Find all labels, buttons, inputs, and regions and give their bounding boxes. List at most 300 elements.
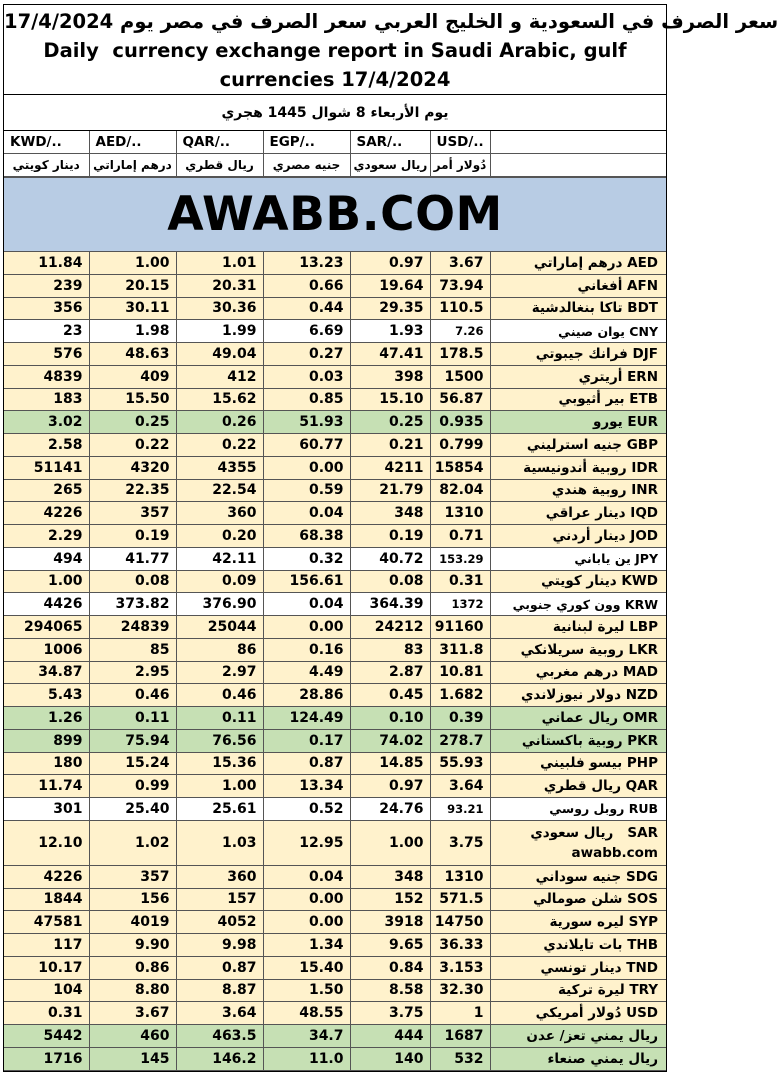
table-row: [4, 252, 666, 275]
rate-cell: 0.09: [176, 570, 263, 593]
table-row: [4, 593, 666, 616]
table-row: [4, 775, 666, 798]
header-sar: SAR/..: [350, 131, 430, 153]
rate-cell: 83: [350, 638, 430, 661]
rate-cell: 1.01: [176, 252, 263, 275]
rate-cell: 4226: [4, 502, 89, 525]
rates-table: [4, 252, 666, 1071]
rate-cell: 376.90: [176, 593, 263, 616]
rate-cell: 357: [89, 502, 176, 525]
table-row: [4, 661, 666, 684]
rate-cell: 0.52: [263, 798, 350, 821]
rate-cell: 3.64: [430, 775, 490, 798]
rate-cell: 0.03: [263, 365, 350, 388]
rate-cell: 2.29: [4, 525, 89, 548]
currency-name: بير أثيوبي ETB: [490, 388, 666, 411]
rate-cell: 183: [4, 388, 89, 411]
rate-cell: 7.26: [430, 320, 490, 343]
table-row: [4, 865, 666, 888]
rate-cell: 463.5: [176, 1025, 263, 1048]
rate-cell: 1500: [430, 365, 490, 388]
rate-cell: 1.93: [350, 320, 430, 343]
rate-cell: 55.93: [430, 752, 490, 775]
currency-name: روبية هندي INR: [490, 479, 666, 502]
rate-cell: 0.935: [430, 411, 490, 434]
rate-cell: 10.17: [4, 956, 89, 979]
table-row: [4, 820, 666, 865]
rate-cell: 3918: [350, 911, 430, 934]
rate-cell: 356: [4, 297, 89, 320]
rate-cell: 19.64: [350, 274, 430, 297]
rate-cell: 1310: [430, 502, 490, 525]
rate-cell: 3.67: [89, 1002, 176, 1025]
rate-cell: 40.72: [350, 547, 430, 570]
rate-cell: 1.00: [89, 252, 176, 275]
rate-cell: 1844: [4, 888, 89, 911]
rate-cell: 34.87: [4, 661, 89, 684]
table-row: [4, 979, 666, 1002]
rate-cell: 68.38: [263, 525, 350, 548]
rate-cell: 10.81: [430, 661, 490, 684]
rate-cell: 3.153: [430, 956, 490, 979]
rate-cell: 4226: [4, 865, 89, 888]
rate-cell: 29.35: [350, 297, 430, 320]
currency-name: أريتري ERN: [490, 365, 666, 388]
table-row: [4, 707, 666, 730]
rate-cell: 51.93: [263, 411, 350, 434]
table-row: [4, 502, 666, 525]
table-row: [4, 1025, 666, 1048]
rate-cell: 1372: [430, 593, 490, 616]
rate-cell: 15.24: [89, 752, 176, 775]
rate-cell: 15854: [430, 456, 490, 479]
currency-name: ريال سعودي SAR awabb.com: [490, 820, 666, 865]
rate-cell: 25044: [176, 616, 263, 639]
rate-cell: 30.11: [89, 297, 176, 320]
table-row: [4, 570, 666, 593]
rate-cell: 91160: [430, 616, 490, 639]
rate-cell: 13.34: [263, 775, 350, 798]
currency-name: دينار أردني JOD: [490, 525, 666, 548]
currency-name: جنيه استرليني GBP: [490, 434, 666, 457]
rate-cell: 4019: [89, 911, 176, 934]
report-title: سعر الصرف في السعودية و الخليج العربي سعر الصرف في مصر يوم 17/4/2024 Daily currency exchange report in Saudi Arabic, gulf currencies 17/4/2024: [4, 5, 666, 95]
rate-cell: 0.08: [89, 570, 176, 593]
rate-cell: 0.799: [430, 434, 490, 457]
rate-cell: 4426: [4, 593, 89, 616]
currency-name: جنيه سوداني SDG: [490, 865, 666, 888]
rate-cell: 571.5: [430, 888, 490, 911]
rate-cell: 0.84: [350, 956, 430, 979]
rate-cell: 1.26: [4, 707, 89, 730]
rate-cell: 0.32: [263, 547, 350, 570]
rate-cell: 4052: [176, 911, 263, 934]
rate-cell: 12.95: [263, 820, 350, 865]
currency-name: دينار كويتي KWD: [490, 570, 666, 593]
table-row: [4, 1002, 666, 1025]
rate-cell: 0.25: [350, 411, 430, 434]
currency-name: دينار تونسي TND: [490, 956, 666, 979]
rate-cell: 2.58: [4, 434, 89, 457]
rate-cell: 364.39: [350, 593, 430, 616]
rate-cell: 0.16: [263, 638, 350, 661]
rate-cell: 4355: [176, 456, 263, 479]
header-name-aed: درهم إماراتي: [89, 153, 176, 176]
rate-cell: 32.30: [430, 979, 490, 1002]
header-usd: USD/..: [430, 131, 490, 153]
currency-name: يوان صيني CNY: [490, 320, 666, 343]
rate-cell: 0.00: [263, 616, 350, 639]
rate-cell: 73.94: [430, 274, 490, 297]
rate-cell: 25.61: [176, 798, 263, 821]
rate-cell: 0.87: [176, 956, 263, 979]
rate-cell: 28.86: [263, 684, 350, 707]
rate-cell: 8.87: [176, 979, 263, 1002]
rate-cell: 51141: [4, 456, 89, 479]
rate-cell: 0.71: [430, 525, 490, 548]
rate-cell: 11.0: [263, 1047, 350, 1070]
rate-cell: 3.64: [176, 1002, 263, 1025]
rate-cell: 1.00: [350, 820, 430, 865]
rate-cell: 12.10: [4, 820, 89, 865]
rate-cell: 1310: [430, 865, 490, 888]
rate-cell: 348: [350, 865, 430, 888]
rate-cell: 22.54: [176, 479, 263, 502]
table-row: [4, 956, 666, 979]
rate-cell: 357: [89, 865, 176, 888]
rate-cell: 22.35: [89, 479, 176, 502]
rate-cell: 0.04: [263, 865, 350, 888]
rate-cell: 1.02: [89, 820, 176, 865]
table-row: [4, 547, 666, 570]
rate-cell: 1.50: [263, 979, 350, 1002]
rate-cell: 56.87: [430, 388, 490, 411]
rate-cell: 899: [4, 729, 89, 752]
rate-cell: 1.98: [89, 320, 176, 343]
rate-cell: 15.10: [350, 388, 430, 411]
rate-cell: 180: [4, 752, 89, 775]
rate-cell: 0.27: [263, 343, 350, 366]
currency-name: أفغاني AFN: [490, 274, 666, 297]
table-row: [4, 798, 666, 821]
currency-name: دينار عراقي IQD: [490, 502, 666, 525]
rate-cell: 4320: [89, 456, 176, 479]
header-name-row: [4, 153, 666, 176]
currency-name: بات تايلاندي THB: [490, 934, 666, 957]
rate-cell: 3.75: [430, 820, 490, 865]
rate-cell: 47.41: [350, 343, 430, 366]
table-row: [4, 911, 666, 934]
rate-cell: 0.46: [176, 684, 263, 707]
rate-cell: 6.69: [263, 320, 350, 343]
rate-cell: 1.34: [263, 934, 350, 957]
rate-cell: 11.84: [4, 252, 89, 275]
rate-cell: 0.85: [263, 388, 350, 411]
rate-cell: 494: [4, 547, 89, 570]
banner-text: AWABB.COM: [167, 186, 503, 242]
rate-cell: 348: [350, 502, 430, 525]
table-row: [4, 638, 666, 661]
header-name-sar: ريال سعودي: [350, 153, 430, 176]
currency-name: ليرة تركية TRY: [490, 979, 666, 1002]
rate-cell: 0.97: [350, 775, 430, 798]
table-row: [4, 1047, 666, 1070]
rate-cell: 74.02: [350, 729, 430, 752]
rate-cell: 140: [350, 1047, 430, 1070]
rate-cell: 146.2: [176, 1047, 263, 1070]
rate-cell: 48.63: [89, 343, 176, 366]
rate-cell: 3.67: [430, 252, 490, 275]
rate-cell: 444: [350, 1025, 430, 1048]
rate-cell: 1: [430, 1002, 490, 1025]
rate-cell: 0.45: [350, 684, 430, 707]
rate-cell: 1687: [430, 1025, 490, 1048]
rate-cell: 42.11: [176, 547, 263, 570]
rate-cell: 2.95: [89, 661, 176, 684]
rate-cell: 24.76: [350, 798, 430, 821]
currency-name: ريال قطري QAR: [490, 775, 666, 798]
rate-cell: 311.8: [430, 638, 490, 661]
table-row: [4, 343, 666, 366]
rate-cell: 5442: [4, 1025, 89, 1048]
currency-name: درهم إماراتي AED: [490, 252, 666, 275]
rate-cell: 373.82: [89, 593, 176, 616]
rate-cell: 13.23: [263, 252, 350, 275]
rate-cell: 0.04: [263, 593, 350, 616]
table-row: [4, 434, 666, 457]
currency-name: فرانك جيبوتي DJF: [490, 343, 666, 366]
table-row: [4, 934, 666, 957]
rate-cell: 47581: [4, 911, 89, 934]
rate-cell: 460: [89, 1025, 176, 1048]
rate-cell: 0.00: [263, 911, 350, 934]
rate-cell: 1.99: [176, 320, 263, 343]
currency-name: ليرة لبنانية LBP: [490, 616, 666, 639]
rate-cell: 4211: [350, 456, 430, 479]
rate-cell: 75.94: [89, 729, 176, 752]
rate-cell: 85: [89, 638, 176, 661]
rate-cell: 0.39: [430, 707, 490, 730]
currency-name: بيسو فلبيني PHP: [490, 752, 666, 775]
rate-cell: 1.03: [176, 820, 263, 865]
rate-cell: 0.21: [350, 434, 430, 457]
rate-cell: 1.00: [176, 775, 263, 798]
rate-cell: 0.87: [263, 752, 350, 775]
table-row: [4, 684, 666, 707]
currency-name: ليره سورية SYP: [490, 911, 666, 934]
currency-name: تاكا بنغالدشية BDT: [490, 297, 666, 320]
currency-name: روبية سريلانكي LKR: [490, 638, 666, 661]
rate-cell: 0.25: [89, 411, 176, 434]
rate-cell: 0.86: [89, 956, 176, 979]
rate-cell: 9.65: [350, 934, 430, 957]
table-row: [4, 320, 666, 343]
rate-cell: 0.10: [350, 707, 430, 730]
rate-cell: 3.02: [4, 411, 89, 434]
rate-cell: 4.49: [263, 661, 350, 684]
rate-cell: 2.87: [350, 661, 430, 684]
rate-cell: 0.11: [176, 707, 263, 730]
table-row: [4, 456, 666, 479]
rate-cell: 104: [4, 979, 89, 1002]
rate-cell: 0.99: [89, 775, 176, 798]
header-blank: [490, 131, 666, 153]
rate-cell: 1006: [4, 638, 89, 661]
rate-cell: 86: [176, 638, 263, 661]
rate-cell: 4839: [4, 365, 89, 388]
rate-cell: 41.77: [89, 547, 176, 570]
rate-cell: 3.75: [350, 1002, 430, 1025]
header-qar: QAR/..: [176, 131, 263, 153]
rate-cell: 156.61: [263, 570, 350, 593]
table-row: [4, 479, 666, 502]
rate-cell: 0.19: [89, 525, 176, 548]
rate-cell: 152: [350, 888, 430, 911]
table-row: [4, 388, 666, 411]
currency-name: ريال يمني صنعاء: [490, 1047, 666, 1070]
rate-cell: 0.17: [263, 729, 350, 752]
rate-cell: 156: [89, 888, 176, 911]
rate-cell: 9.98: [176, 934, 263, 957]
rate-cell: 0.44: [263, 297, 350, 320]
rate-cell: 21.79: [350, 479, 430, 502]
currency-name: وون كوري جنوبي KRW: [490, 593, 666, 616]
rate-cell: 36.33: [430, 934, 490, 957]
rate-cell: 82.04: [430, 479, 490, 502]
rate-cell: 49.04: [176, 343, 263, 366]
rate-cell: 157: [176, 888, 263, 911]
rate-cell: 8.80: [89, 979, 176, 1002]
rate-cell: 20.31: [176, 274, 263, 297]
rate-cell: 360: [176, 502, 263, 525]
rate-cell: 0.46: [89, 684, 176, 707]
table-row: [4, 729, 666, 752]
rate-cell: 301: [4, 798, 89, 821]
rate-cell: 110.5: [430, 297, 490, 320]
rate-cell: 0.22: [89, 434, 176, 457]
rate-cell: 25.40: [89, 798, 176, 821]
rate-cell: 412: [176, 365, 263, 388]
rate-cell: 93.21: [430, 798, 490, 821]
rate-cell: 1.682: [430, 684, 490, 707]
rate-cell: 0.31: [4, 1002, 89, 1025]
rate-cell: 0.00: [263, 888, 350, 911]
rate-cell: 76.56: [176, 729, 263, 752]
rate-cell: 11.74: [4, 775, 89, 798]
rate-cell: 48.55: [263, 1002, 350, 1025]
rate-cell: 2.97: [176, 661, 263, 684]
rate-cell: 1.00: [4, 570, 89, 593]
rate-cell: 0.97: [350, 252, 430, 275]
table-row: [4, 411, 666, 434]
table-row: [4, 297, 666, 320]
rate-cell: 0.31: [430, 570, 490, 593]
rate-cell: 15.50: [89, 388, 176, 411]
rate-cell: 15.62: [176, 388, 263, 411]
rate-cell: 0.08: [350, 570, 430, 593]
rate-cell: 0.59: [263, 479, 350, 502]
currency-name: روبية أندونيسية IDR: [490, 456, 666, 479]
currency-name: ريال يمني تعز/ عدن: [490, 1025, 666, 1048]
rate-cell: 14750: [430, 911, 490, 934]
rate-cell: 30.36: [176, 297, 263, 320]
table-row: [4, 616, 666, 639]
rate-cell: 34.7: [263, 1025, 350, 1048]
header-aed: AED/..: [89, 131, 176, 153]
rate-cell: 0.11: [89, 707, 176, 730]
rate-cell: 9.90: [89, 934, 176, 957]
table-row: [4, 752, 666, 775]
currency-name: درهم مغربي MAD: [490, 661, 666, 684]
rate-cell: 145: [89, 1047, 176, 1070]
exchange-report-sheet: [3, 4, 778, 1072]
rate-cell: 24839: [89, 616, 176, 639]
hijri-date: يوم الأربعاء 8 شوال 1445 هجري: [4, 95, 666, 131]
currency-name: ريال عماني OMR: [490, 707, 666, 730]
rate-cell: 20.15: [89, 274, 176, 297]
table-row: [4, 888, 666, 911]
table-row: [4, 365, 666, 388]
rate-cell: 0.26: [176, 411, 263, 434]
rate-cell: 576: [4, 343, 89, 366]
rate-cell: 0.66: [263, 274, 350, 297]
rate-cell: 265: [4, 479, 89, 502]
currency-name: شلن صومالي SOS: [490, 888, 666, 911]
currency-name: روبية باكستاني PKR: [490, 729, 666, 752]
rate-cell: 360: [176, 865, 263, 888]
rate-cell: 14.85: [350, 752, 430, 775]
rate-cell: 409: [89, 365, 176, 388]
rate-cell: 0.00: [263, 456, 350, 479]
table-row: [4, 274, 666, 297]
rate-cell: 0.22: [176, 434, 263, 457]
header-name-egp: جنيه مصري: [263, 153, 350, 176]
rate-cell: 0.19: [350, 525, 430, 548]
rate-cell: 117: [4, 934, 89, 957]
header-name-usd: دُولار أمر: [430, 153, 490, 176]
rate-cell: 60.77: [263, 434, 350, 457]
header-name-kwd: دينار كويتي: [4, 153, 89, 176]
currency-name: روبل روسي RUB: [490, 798, 666, 821]
currency-name: ين ياباني JPY: [490, 547, 666, 570]
rate-cell: 15.40: [263, 956, 350, 979]
site-banner: [4, 177, 666, 252]
currency-name: يورو EUR: [490, 411, 666, 434]
rate-cell: 23: [4, 320, 89, 343]
currency-name: دُولار أمريكي USD: [490, 1002, 666, 1025]
rate-cell: 532: [430, 1047, 490, 1070]
rate-cell: 24212: [350, 616, 430, 639]
rate-cell: 0.04: [263, 502, 350, 525]
rate-cell: 239: [4, 274, 89, 297]
rate-cell: 0.20: [176, 525, 263, 548]
rate-cell: 278.7: [430, 729, 490, 752]
header-name-blank: [490, 153, 666, 176]
rate-cell: 398: [350, 365, 430, 388]
rate-cell: 294065: [4, 616, 89, 639]
rate-cell: 153.29: [430, 547, 490, 570]
rate-cell: 8.58: [350, 979, 430, 1002]
header-code-row: [4, 131, 666, 153]
column-header-table: [4, 131, 666, 177]
rate-cell: 178.5: [430, 343, 490, 366]
rate-cell: 5.43: [4, 684, 89, 707]
table-row: [4, 525, 666, 548]
rate-cell: 1716: [4, 1047, 89, 1070]
header-egp: EGP/..: [263, 131, 350, 153]
currency-name: دولار نيوزلاندي NZD: [490, 684, 666, 707]
rate-cell: 15.36: [176, 752, 263, 775]
